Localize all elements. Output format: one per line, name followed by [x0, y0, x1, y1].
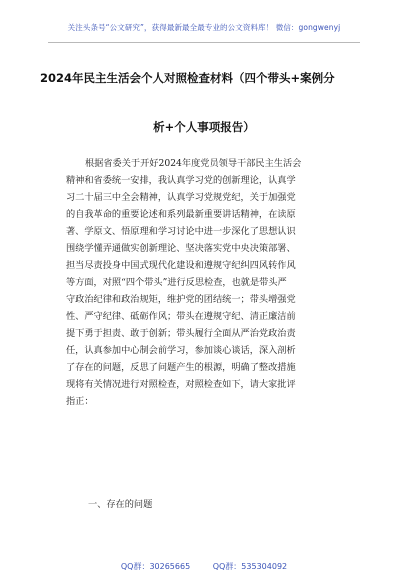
paragraph-line: 根据省委关于开好2024年度党员领导干部民主生活会 — [85, 158, 302, 169]
footer-contact — [0, 561, 408, 572]
paragraph-line: 担当尽责投身中国式现代化建设和遵规守纪纠四风转作风 — [66, 260, 296, 271]
document-title-line-2: 析+个人事项报告） — [153, 120, 255, 134]
paragraph-line: 著、学原文、悟原理和学习讨论中进一步深化了思想认识 — [66, 226, 296, 237]
section-heading: 一、存在的问题 — [88, 499, 153, 510]
document-title-line-1: 2024年民主生活会个人对照检查材料（四个带头+案例分 — [40, 71, 335, 85]
paragraph-line: 围绕学懂弄通做实创新理论、坚决落实党中央决策部署、 — [66, 243, 296, 254]
footer-qq-group-2: QQ群：535304092 — [212, 562, 288, 571]
header-notice[interactable]: 关注头条号“公文研究”，获得最新最全最专业的公文资料库！ 微信：gongwenyj — [67, 23, 341, 32]
footer-qq-group-1: QQ群：30265665 — [120, 562, 191, 571]
paragraph-line: 指正： — [66, 396, 94, 407]
body-paragraph — [66, 155, 344, 410]
paragraph-line: 性、严守纪律、砥砺作风；带头在遵规守纪、清正廉洁前 — [66, 311, 296, 322]
paragraph-line: 了存在的问题，反思了问题产生的根源，明确了整改措施 — [66, 362, 296, 373]
paragraph-line: 任，认真参加中心制会前学习，参加谈心谈话，深入剖析 — [66, 345, 296, 356]
paragraph-line: 的自我革命的重要论述和系列最新重要讲话精神，在读原 — [66, 209, 296, 220]
header-divider — [48, 42, 360, 43]
paragraph-line: 守政治纪律和政治规矩，维护党的团结统一；带头增强党 — [66, 294, 296, 305]
paragraph-line: 现将有关情况进行对照检查，对照检查如下，请大家批评 — [66, 379, 296, 390]
paragraph-line: 习二十届三中全会精神，认真学习党规党纪，关于加强党 — [66, 192, 296, 203]
paragraph-line: 精神和省委统一安排，我认真学习党的创新理论，认真学 — [66, 175, 296, 186]
paragraph-line: 提下勇于担责、敢于创新；带头履行全面从严治党政治责 — [66, 328, 296, 339]
paragraph-line: 等方面，对照“四个带头”进行反思检查，也就是带头严 — [66, 277, 287, 288]
